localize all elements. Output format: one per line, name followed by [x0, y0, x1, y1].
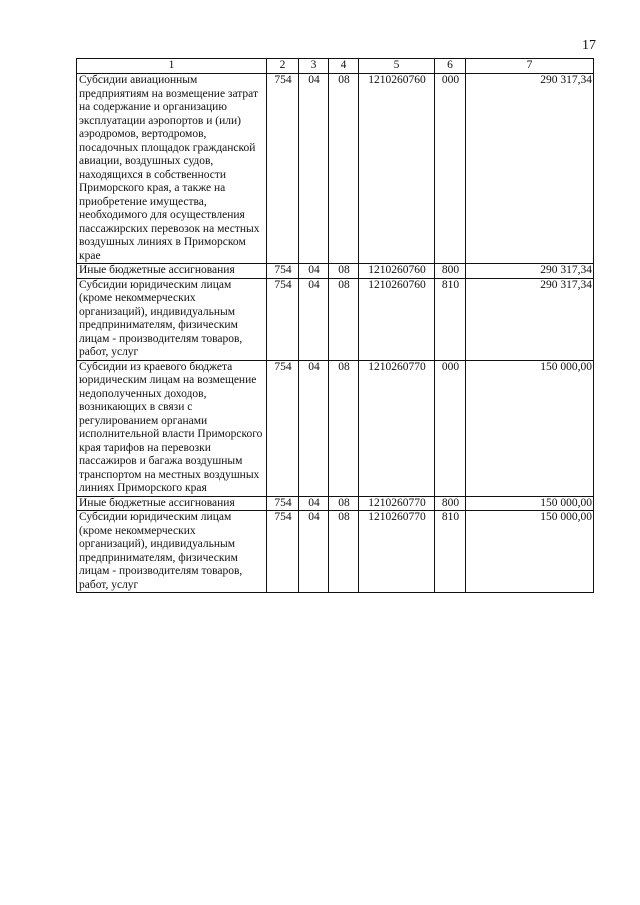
page-number: 17 [582, 38, 596, 53]
row-amount: 290 317,34 [466, 278, 594, 360]
row-section: 04 [299, 278, 329, 360]
row-target-article: 1210260770 [359, 496, 435, 511]
header-cell-2: 2 [267, 59, 299, 74]
row-expense-type: 810 [435, 511, 466, 593]
row-grbs: 754 [267, 496, 299, 511]
row-target-article: 1210260760 [359, 278, 435, 360]
table-row [77, 278, 594, 360]
row-section: 04 [299, 360, 329, 496]
row-grbs: 754 [267, 264, 299, 279]
header-cell-5: 5 [359, 59, 435, 74]
row-grbs: 754 [267, 511, 299, 593]
row-expense-type: 800 [435, 496, 466, 511]
row-subsection: 08 [329, 511, 359, 593]
row-amount: 150 000,00 [466, 360, 594, 496]
row-expense-type: 000 [435, 360, 466, 496]
row-target-article: 1210260760 [359, 264, 435, 279]
row-name: Субсидии из краевого бюджета юридическим лицам на возмещение недополученных доходов, возникающих в связи с регулированием органами исполнительной власти Приморского края тарифов на перевозки пассажиров и багажа воздушным транспортом на местных воздушных линиях Приморского края [77, 360, 267, 496]
table-row [77, 496, 594, 511]
row-section: 04 [299, 264, 329, 279]
header-cell-6: 6 [435, 59, 466, 74]
row-subsection: 08 [329, 496, 359, 511]
row-expense-type: 810 [435, 278, 466, 360]
row-amount: 290 317,34 [466, 264, 594, 279]
row-expense-type: 000 [435, 74, 466, 264]
row-name: Субсидии юридическим лицам (кроме некоммерческих организаций), индивидуальным предпринимателям, физическим лицам - производителям товаров, работ, услуг [77, 278, 267, 360]
row-target-article: 1210260770 [359, 360, 435, 496]
header-cell-3: 3 [299, 59, 329, 74]
table-row [77, 264, 594, 279]
row-target-article: 1210260760 [359, 74, 435, 264]
row-expense-type: 800 [435, 264, 466, 279]
row-name: Иные бюджетные ассигнования [77, 264, 267, 279]
row-section: 04 [299, 74, 329, 264]
row-subsection: 08 [329, 74, 359, 264]
row-subsection: 08 [329, 264, 359, 279]
budget-table [76, 58, 594, 593]
header-row [77, 59, 594, 74]
row-amount: 150 000,00 [466, 511, 594, 593]
header-cell-1: 1 [77, 59, 267, 74]
row-section: 04 [299, 511, 329, 593]
row-target-article: 1210260770 [359, 511, 435, 593]
row-grbs: 754 [267, 74, 299, 264]
row-name: Субсидии юридическим лицам (кроме некоммерческих организаций), индивидуальным предпринимателям, физическим лицам - производителям товаров, работ, услуг [77, 511, 267, 593]
row-amount: 290 317,34 [466, 74, 594, 264]
table-row [77, 360, 594, 496]
table-row [77, 74, 594, 264]
row-name: Субсидии авиационным предприятиям на возмещение затрат на содержание и организацию эксплуатации аэропортов и (или) аэродромов, вертодромов, посадочных площадок гражданской авиации, воздушных судов, находящихся в собственности Приморского края, а также на приобретение имущества, необходимого для осуществления пассажирских перевозок на местных воздушных линиях в Приморском крае [77, 74, 267, 264]
row-grbs: 754 [267, 278, 299, 360]
row-grbs: 754 [267, 360, 299, 496]
row-name: Иные бюджетные ассигнования [77, 496, 267, 511]
row-subsection: 08 [329, 360, 359, 496]
row-amount: 150 000,00 [466, 496, 594, 511]
table-row [77, 511, 594, 593]
header-cell-4: 4 [329, 59, 359, 74]
row-section: 04 [299, 496, 329, 511]
header-cell-7: 7 [466, 59, 594, 74]
row-subsection: 08 [329, 278, 359, 360]
